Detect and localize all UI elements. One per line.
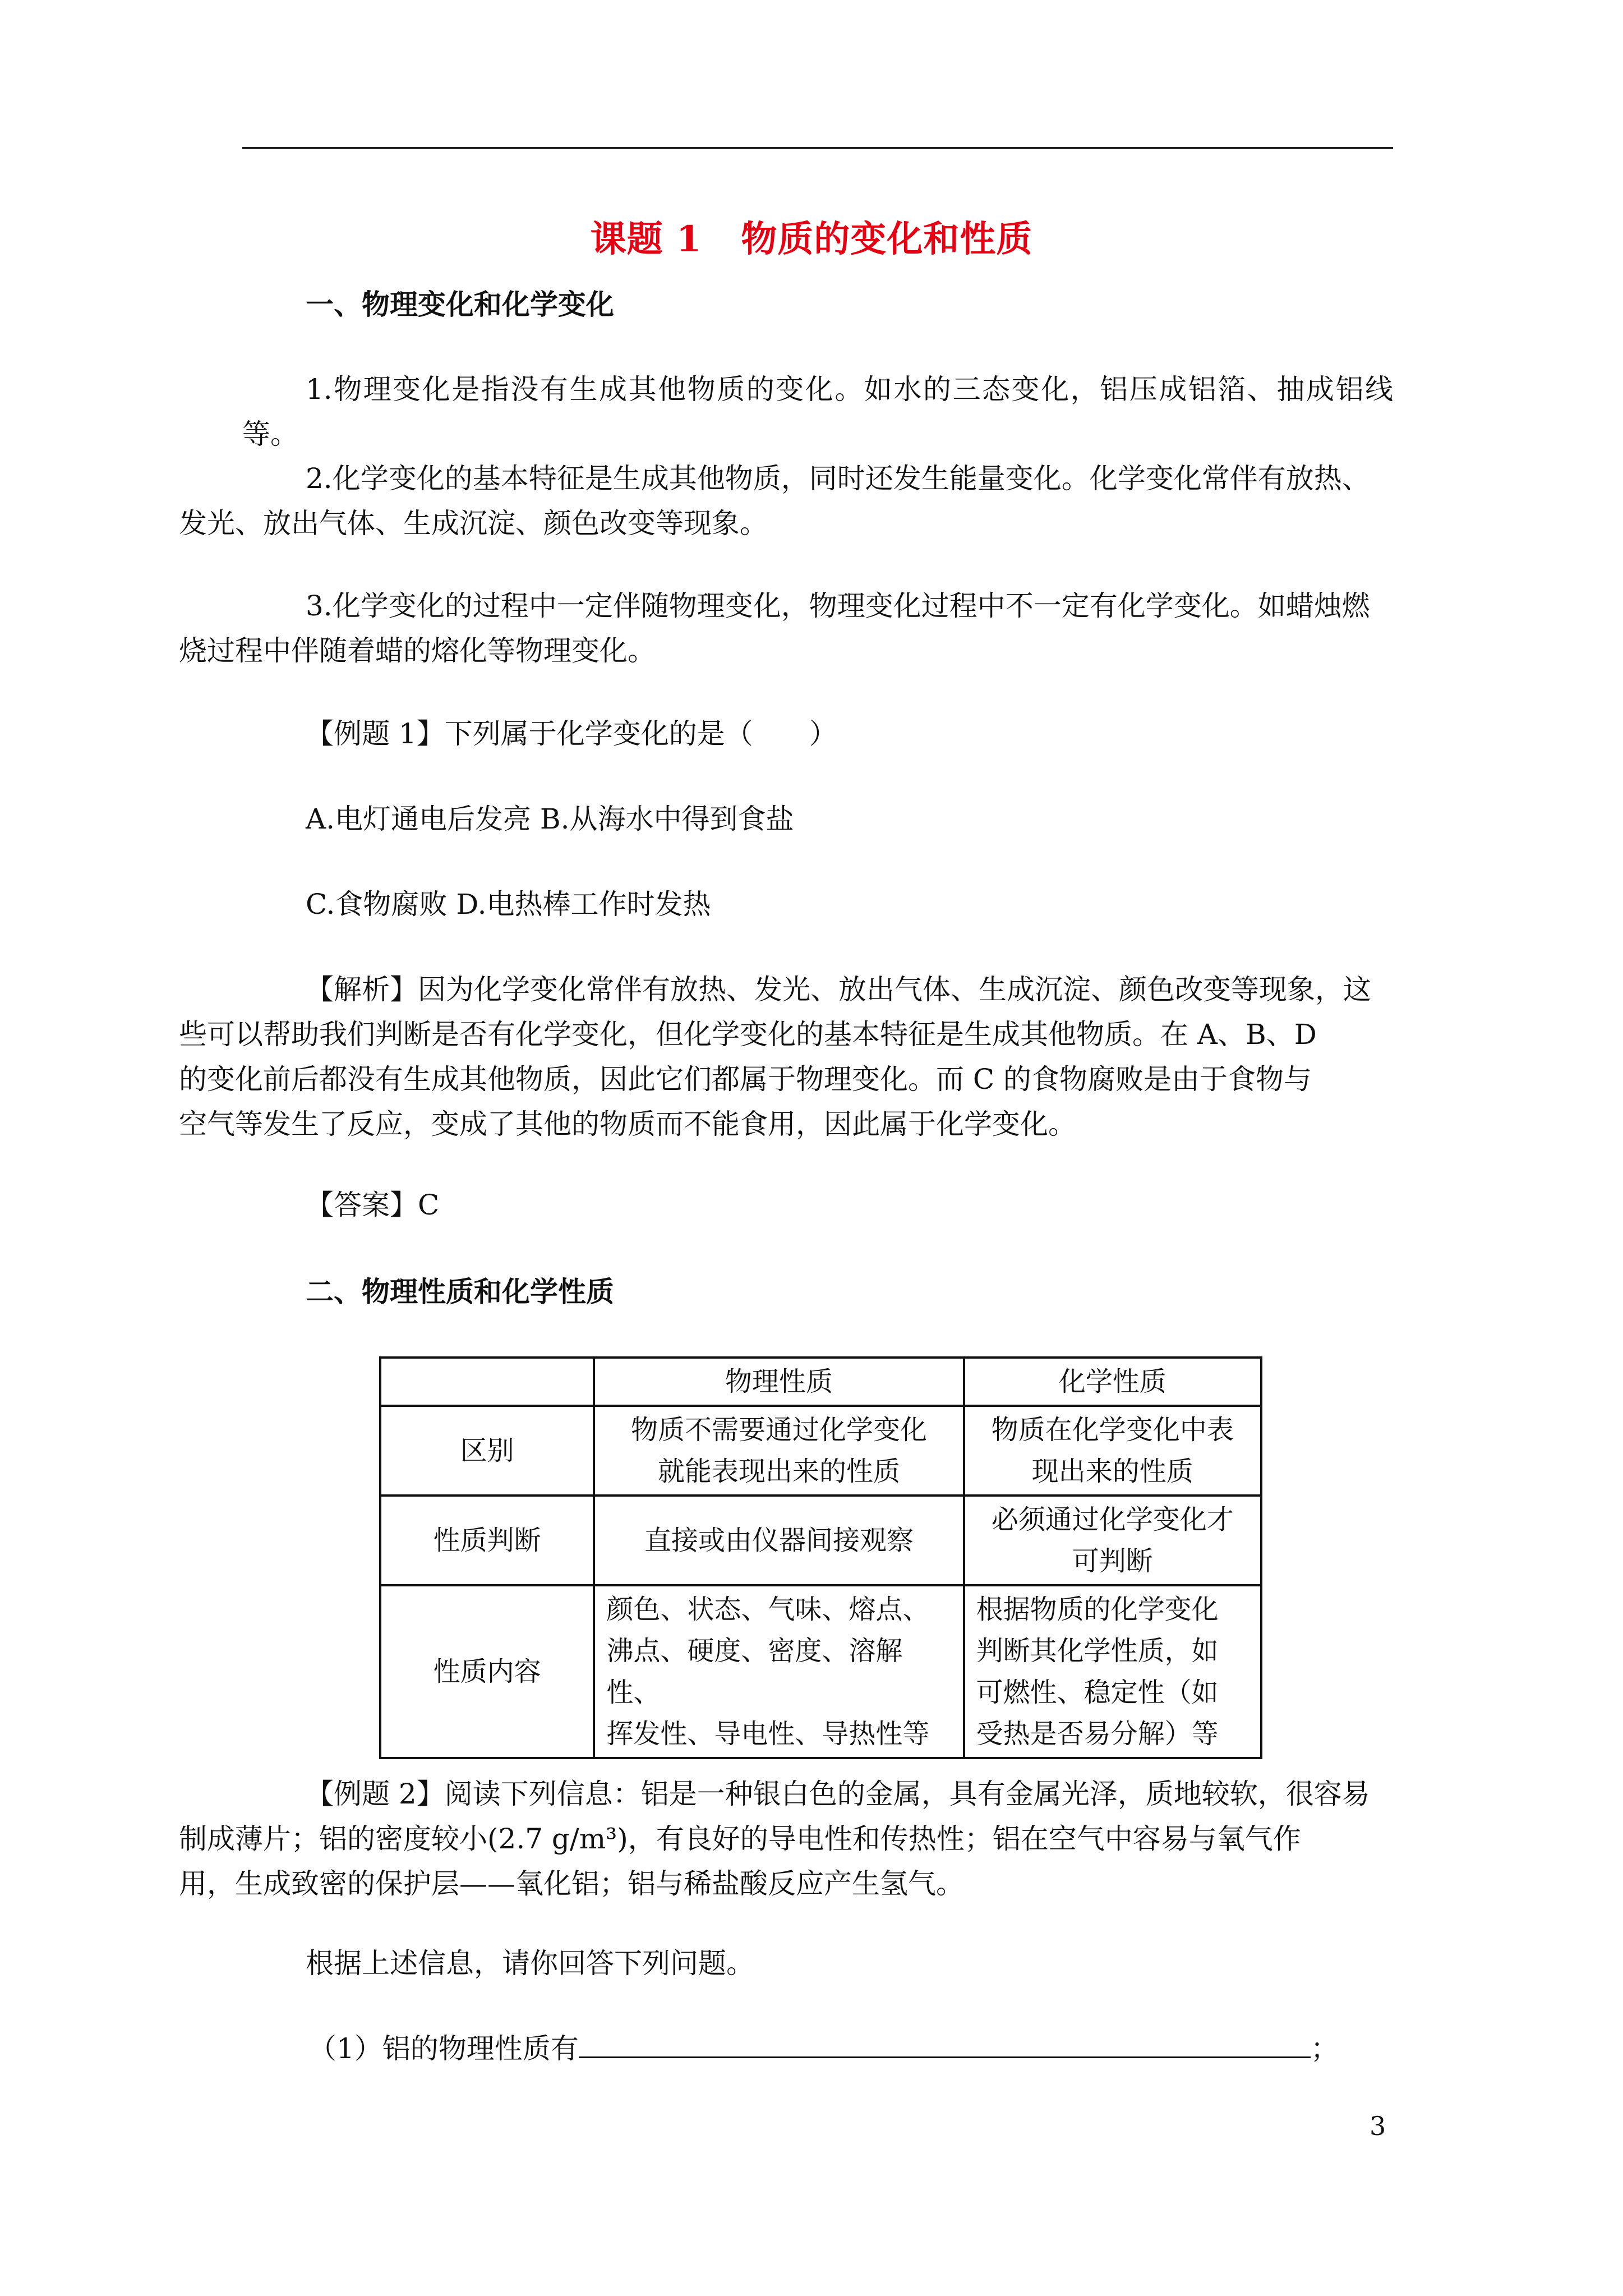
paragraph-3-line: 3.化学变化的过程中一定伴随物理变化，物理变化过程中不一定有化学变化。如蜡烛燃 [306,590,1370,622]
page-number: 3 [1370,2111,1386,2141]
row-label: 性质判断 [380,1496,594,1585]
cell-line: 可判断 [1072,1545,1153,1577]
table-header-cell [380,1358,594,1406]
paragraph-2 [179,456,1393,546]
question-1 [242,2026,1393,2071]
paragraph-1 [242,367,1393,457]
example2-line: 制成薄片；铝的密度较小(2.7 g/m³)，有良好的导电性和传热性；铝在空气中容易与氧气作 [179,1823,1301,1855]
example2-line: 用，生成致密的保护层——氧化铝；铝与稀盐酸反应产生氢气。 [179,1867,964,1900]
cell-line: 可燃性、稳定性（如 [976,1677,1219,1708]
cell-line: 颜色、状态、气味、熔点、 [606,1594,930,1625]
analysis-line: 的变化前后都没有生成其他物质，因此它们都属于物理变化。而 C 的食物腐败是由于食物与 [179,1063,1312,1096]
physical-cell [594,1496,963,1585]
cell-line: 现出来的性质 [1031,1456,1193,1487]
cell-line: 受热是否易分解）等 [976,1718,1219,1750]
cell-line: 判断其化学性质，如 [976,1635,1219,1667]
example1-analysis [179,967,1393,1147]
row-label: 区别 [380,1406,594,1496]
cell-line: 物质不需要通过化学变化 [630,1414,927,1446]
chemical-cell [964,1496,1261,1585]
cell-line: 根据物质的化学变化 [976,1594,1219,1625]
example2-prompt [242,1941,1393,1986]
cell-line: 挥发性、导电性、导热性等 [606,1718,930,1750]
example1-question [242,711,1393,756]
cell-line: 物质在化学变化中表 [991,1414,1234,1446]
chemical-cell [964,1585,1261,1758]
example1-options-text: C.食物腐败 D.电热棒工作时发热 [306,888,711,921]
lesson-label: 课题 1 [590,218,702,260]
cell-line: 沸点、硬度、密度、溶解性、 [606,1635,903,1708]
physical-cell [594,1406,963,1496]
paragraph-3 [179,583,1393,673]
properties-table [379,1356,1262,1759]
page-title [0,214,1623,265]
example2-prompt-text: 根据上述信息，请你回答下列问题。 [306,1947,754,1980]
header-rule [242,147,1393,149]
cell-line: 就能表现出来的性质 [657,1456,900,1487]
paragraph-2-line: 发光、放出气体、生成沉淀、颜色改变等现象。 [179,507,768,540]
analysis-line: 空气等发生了反应，变成了其他的物质而不能食用，因此属于化学变化。 [179,1108,1076,1140]
example2-line: 【例题 2】阅读下列信息：铝是一种银白色的金属，具有金属光泽，质地较软，很容易 [306,1778,1370,1810]
example1-options-c-d [242,882,1393,927]
cell-line: 必须通过化学变化才 [991,1504,1234,1535]
question-1-end: ； [1310,2032,1339,2065]
physical-cell [594,1585,963,1758]
table-header-cell: 物理性质 [594,1358,963,1406]
table-row [380,1496,1261,1585]
lesson-title: 物质的变化和性质 [741,218,1033,260]
example1-answer [242,1182,1393,1227]
paragraph-3-line: 烧过程中伴随着蜡的熔化等物理变化。 [179,634,656,667]
answer-blank[interactable] [579,2034,1311,2058]
section1-heading: 一、物理变化和化学变化 [306,288,614,321]
question-1-label: （1）铝的物理性质有 [308,2032,579,2065]
example1-options-a-b [242,797,1393,841]
analysis-line: 【解析】因为化学变化常伴有放热、发光、放出气体、生成沉淀、颜色改变等现象，这 [306,973,1371,1006]
paragraph-2-line: 2.化学变化的基本特征是生成其他物质，同时还发生能量变化。化学变化常伴有放热、 [306,462,1370,495]
table-header-cell: 化学性质 [964,1358,1261,1406]
analysis-line: 些可以帮助我们判断是否有化学变化，但化学变化的基本特征是生成其他物质。在 A、B、D [179,1018,1317,1051]
row-label: 性质内容 [380,1585,594,1758]
chemical-cell [964,1406,1261,1496]
cell-line: 直接或由仪器间接观察 [644,1525,914,1556]
paragraph-1-text: 1.物理变化是指没有生成其他物质的变化。如水的三态变化，铝压成铝箔、抽成铝线等。 [242,373,1393,450]
table-row [380,1406,1261,1496]
example1-answer-text: 【答案】C [306,1189,440,1221]
example1-options-text: A.电灯通电后发亮 B.从海水中得到食盐 [306,803,794,835]
example1-question-text: 【例题 1】下列属于化学变化的是（ ） [306,717,837,750]
section2-heading: 二、物理性质和化学性质 [306,1275,614,1308]
table-row [380,1585,1261,1758]
example2-text [179,1772,1393,1906]
table-header-row [380,1358,1261,1406]
